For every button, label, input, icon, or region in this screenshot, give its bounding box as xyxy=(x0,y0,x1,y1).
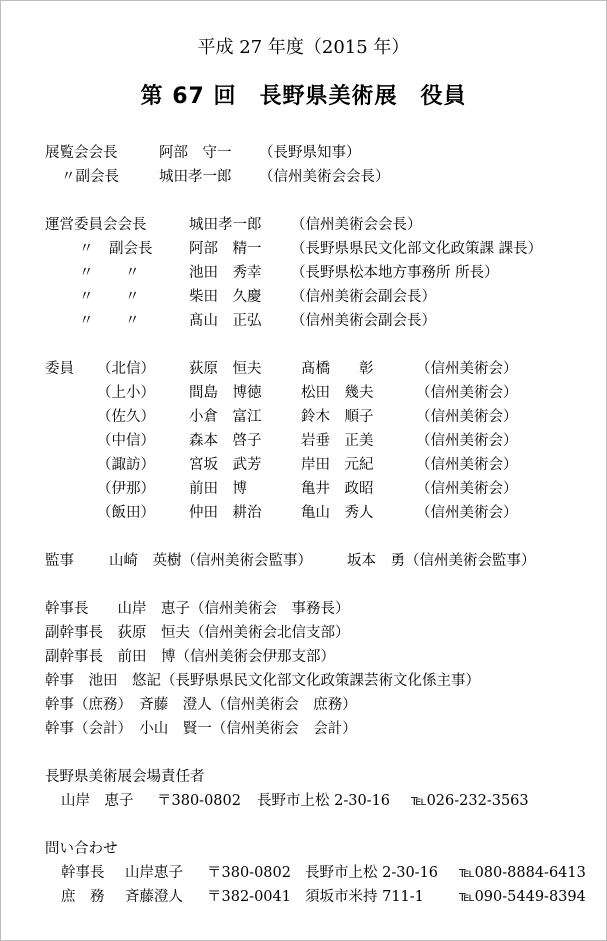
committee-name: 柴田 久慶 xyxy=(189,289,262,305)
exhibition-chair-affil: （長野県知事） xyxy=(259,145,361,161)
inquiry-address: 長野市上松 2-30-16 xyxy=(305,865,439,881)
committee-role: 運営委員会会長 xyxy=(45,217,147,233)
member-name: 鈴木 順子 xyxy=(301,409,374,425)
member-affil: （信州美術会） xyxy=(416,433,518,449)
member-name: 松田 幾夫 xyxy=(301,385,374,401)
member-name: 宮坂 武芳 xyxy=(189,457,262,473)
member-name: 前田 博 xyxy=(189,481,247,497)
auditors-label: 監事 xyxy=(45,553,74,569)
committee-role: 〃 xyxy=(79,313,94,329)
member-name: 髙橋 彰 xyxy=(301,361,374,377)
committee-affil: （長野県県民文化部文化政策課 課長） xyxy=(291,241,543,257)
exhibition-chair-role: 展覧会会長 xyxy=(45,145,118,161)
inquiry-tel: ℡090-5449-8394 xyxy=(459,889,586,905)
member-affil: （信州美術会） xyxy=(416,457,518,473)
committee-sub-role: 〃 xyxy=(125,265,140,281)
committee-name: 池田 秀幸 xyxy=(189,265,262,281)
committee-role: 〃 xyxy=(79,265,94,281)
committee-name: 髙山 正弘 xyxy=(189,313,262,329)
exhibition-vice-role: 〃副会長 xyxy=(61,169,119,185)
committee-affil: （信州美術会副会長） xyxy=(291,289,436,305)
inquiry-role: 幹事長 xyxy=(61,865,105,881)
committee-sub-role: 〃 xyxy=(125,313,140,329)
inquiry-postal: 〒382-0041 xyxy=(207,889,291,905)
member-name: 亀山 秀人 xyxy=(301,505,374,521)
inquiry-name: 山岸恵子 xyxy=(125,865,183,881)
member-region: （佐久） xyxy=(97,409,155,425)
committee-affil: （信州美術会会長） xyxy=(291,217,422,233)
exhibition-vice-affil: （信州美術会会長） xyxy=(259,169,390,185)
secretariat-line: 幹事（会計） 小山 賢一（信州美術会 会計） xyxy=(45,721,357,737)
auditor-name: 山崎 英樹（信州美術会監事） xyxy=(109,553,312,569)
member-name: 仲田 耕治 xyxy=(189,505,262,521)
venue-address: 長野市上松 2-30-16 xyxy=(257,793,391,809)
member-affil: （信州美術会） xyxy=(416,361,518,377)
committee-sub-role: 副会長 xyxy=(109,241,153,257)
member-affil: （信州美術会） xyxy=(416,505,518,521)
secretariat-line: 副幹事長 前田 博（信州美術会伊那支部） xyxy=(45,649,335,665)
member-name: 岩垂 正美 xyxy=(301,433,374,449)
committee-name: 城田孝一郎 xyxy=(189,217,262,233)
members-label: 委員 xyxy=(45,361,74,377)
fiscal-year: 平成 27 年度（2015 年） xyxy=(197,37,410,58)
venue-postal: 〒380-0802 xyxy=(157,793,241,809)
venue-name: 山岸 恵子 xyxy=(61,793,134,809)
member-name: 森本 啓子 xyxy=(189,433,262,449)
member-name: 間島 博徳 xyxy=(189,385,262,401)
exhibition-vice-name: 城田孝一郎 xyxy=(159,169,232,185)
member-region: （上小） xyxy=(97,385,155,401)
committee-affil: （長野県松本地方事務所 所長） xyxy=(291,265,499,281)
member-region: （北信） xyxy=(97,361,155,377)
committee-role: 〃 xyxy=(79,241,94,257)
member-region: （伊那） xyxy=(97,481,155,497)
secretariat-line: 幹事（庶務） 斉藤 澄人（信州美術会 庶務） xyxy=(45,697,357,713)
page-title: 第 67 回 長野県美術展 役員 xyxy=(140,84,467,109)
secretariat-line: 幹事 池田 悠記（長野県県民文化部文化政策課芸術文化係主事） xyxy=(45,673,480,689)
venue-heading: 長野県美術展会場責任者 xyxy=(45,769,205,785)
committee-affil: （信州美術会副会長） xyxy=(291,313,436,329)
member-name: 岸田 元紀 xyxy=(301,457,374,473)
secretariat-line: 幹事長 山岸 恵子（信州美術会 事務長） xyxy=(45,601,350,617)
member-region: （諏訪） xyxy=(97,457,155,473)
member-affil: （信州美術会） xyxy=(416,385,518,401)
member-name: 小倉 富江 xyxy=(189,409,262,425)
auditor-name: 坂本 勇（信州美術会監事） xyxy=(347,553,536,569)
committee-name: 阿部 精一 xyxy=(189,241,262,257)
inquiries-heading: 問い合わせ xyxy=(45,841,118,857)
committee-role: 〃 xyxy=(79,289,94,305)
secretariat-line: 副幹事長 荻原 恒夫（信州美術会北信支部） xyxy=(45,625,350,641)
exhibition-chair-name: 阿部 守一 xyxy=(159,145,232,161)
inquiry-address: 須坂市米持 711-1 xyxy=(305,889,424,905)
member-name: 亀井 政昭 xyxy=(301,481,374,497)
venue-tel: ℡026-232-3563 xyxy=(411,793,529,809)
member-affil: （信州美術会） xyxy=(416,409,518,425)
committee-sub-role: 〃 xyxy=(125,289,140,305)
inquiry-role: 庶 務 xyxy=(61,889,105,905)
member-region: （中信） xyxy=(97,433,155,449)
member-name: 荻原 恒夫 xyxy=(189,361,262,377)
member-region: （飯田） xyxy=(97,505,155,521)
inquiry-tel: ℡080-8884-6413 xyxy=(459,865,586,881)
inquiry-postal: 〒380-0802 xyxy=(207,865,291,881)
member-affil: （信州美術会） xyxy=(416,481,518,497)
inquiry-name: 斉藤澄人 xyxy=(125,889,183,905)
